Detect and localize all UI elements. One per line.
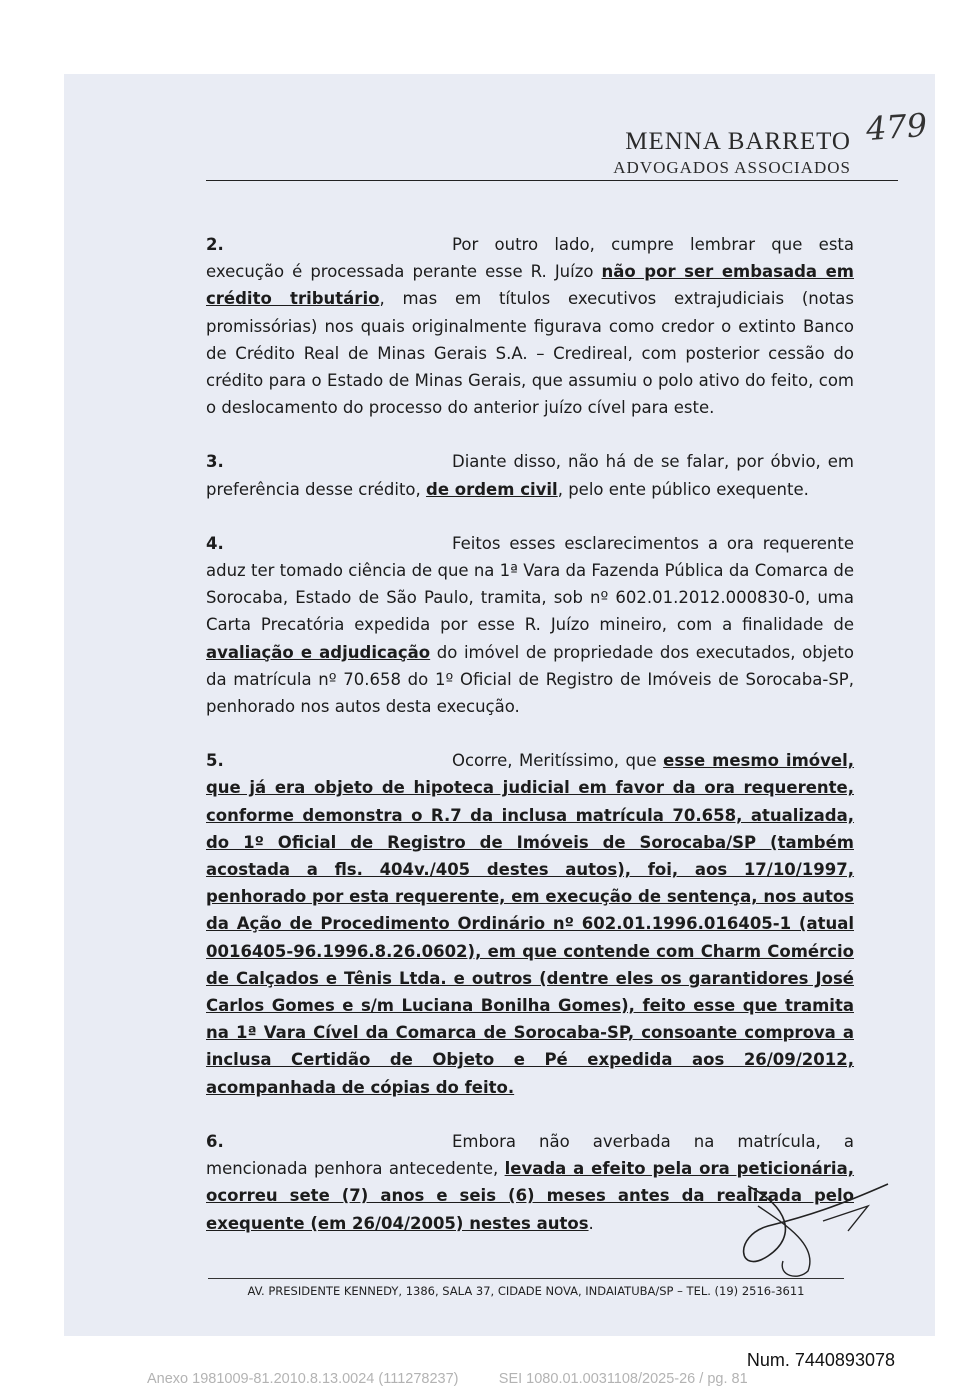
document-number: Num. 7440893078 <box>746 1350 895 1370</box>
signature <box>728 1176 898 1286</box>
footer-address: AV. PRESIDENTE KENNEDY, 1386, SALA 37, CIDADE NOVA, INDAIATUBA/SP – TEL. (19) 2516-3611 <box>247 1284 805 1298</box>
paragraph-text: do imóvel de propriedade dos executados, objeto da matrícula nº 70.658 do 1º Oficial de Registro de Imóveis de Sorocaba-SP, penhorado nos autos desta execução. <box>206 642 854 717</box>
paragraph-text: Feitos esses esclarecimentos a ora requerente aduz ter tomado ciência de que na 1ª Vara da Fazenda Pública da Comarca de Sorocaba, Estado de São Paulo, tramita, sob nº 602.01.2012.000830-0, uma Carta Precatória expedida por esse R. Juízo mineiro, com a finalidade de <box>206 533 854 635</box>
paragraph-number: 4. <box>206 533 224 553</box>
paragraph-text: . <box>588 1213 594 1233</box>
paragraph-emphasis: esse mesmo imóvel, que já era objeto de hipoteca judicial em favor da ora requerente, conforme demonstra o R.7 da inclusa matrícula 70.658, atualizada, do 1º Oficial de Registro de Imóveis de Sorocaba/SP (também acostada a fls. 404v./405 destes autos), foi, aos 17/10/1997, penhorado por esta requerente, em execução de sentença, nos autos da Ação de Procedimento Ordinário nº 602.01.1996.016405-1 (atual 0016405-96.1996.8.26.0602), em que contende com Charm Comércio de Calçados e Tênis Ltda. e outros (dentre eles os garantidores José Carlos Gomes e s/m Luciana Bonilha Gomes), feito esse que tramita na 1ª Vara Cível da Comarca de Sorocaba-SP, consoante comprova a inclusa Certidão de Objeto e Pé expedida aos 26/09/2012, acompanhada de cópias do feito. <box>206 751 854 1097</box>
paragraph-emphasis: não por ser embasada em crédito tributário <box>206 262 854 309</box>
paragraph-text: Diante disso, não há de se falar, por óbvio, em preferência desse crédito, <box>206 452 854 499</box>
paragraph-emphasis: avaliação e adjudicação <box>206 642 431 662</box>
annex-id: Anexo 1981009-81.2010.8.13.0024 (111278237) <box>147 1371 459 1387</box>
firm-name: MENNA BARRETO <box>625 128 851 155</box>
header-rule <box>206 180 898 181</box>
firm-subtitle: ADVOGADOS ASSOCIADOS <box>613 158 851 177</box>
paragraph-4 <box>206 530 854 720</box>
paragraph-text: Por outro lado, cumpre lembrar que esta execução é processada perante esse R. Juízo <box>206 235 854 282</box>
paragraph-3 <box>206 448 854 502</box>
document-body <box>206 231 854 1264</box>
footer-rule <box>208 1278 844 1279</box>
paragraph-text: , pelo ente público exequente. <box>557 479 809 499</box>
paragraph-5 <box>206 747 854 1101</box>
paragraph-2 <box>206 231 854 421</box>
paragraph-text: Ocorre, Meritíssimo, que <box>452 751 664 771</box>
paragraph-text: , mas em títulos executivos extrajudiciais (notas promissórias) nos quais originalmente figurava como credor o extinto Banco de Crédito Real de Minas Gerais S.A. – Credireal, com posterior cessão do crédito para o Estado de Minas Gerais, que assumiu o polo ativo do feito, com o deslocamento do processo do anterior juízo cível para este. <box>206 289 854 418</box>
paragraph-emphasis: de ordem civil <box>426 479 558 499</box>
paragraph-emphasis: levada a efeito pela ora peticionária, ocorreu sete (7) anos e seis (6) meses antes da realizada pelo exequente (em 26/04/2005) nestes autos <box>206 1159 854 1233</box>
sei-reference: SEI 1080.01.0031108/2025-26 / pg. 81 <box>498 1371 748 1387</box>
handwritten-page-number: 479 <box>864 105 929 149</box>
paragraph-number: 2. <box>206 235 224 254</box>
paragraph-number: 5. <box>206 751 224 771</box>
letterhead <box>613 128 851 178</box>
paragraph-number: 3. <box>206 452 224 472</box>
paragraph-number: 6. <box>206 1131 224 1151</box>
paragraph-text: Embora não averbada na matrícula, a mencionada penhora antecedente, <box>206 1131 854 1179</box>
annex-reference <box>147 1371 748 1387</box>
